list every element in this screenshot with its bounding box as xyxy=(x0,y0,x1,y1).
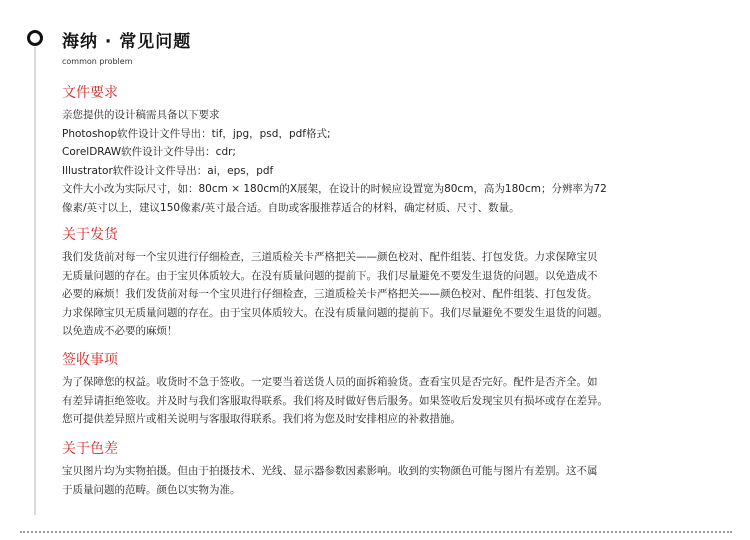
body-line: 您可提供差异照片或相关说明与客服取得联系。我们将为您及时安排相应的补救措施。 xyxy=(62,413,461,426)
body-line: Photoshop软件设计文件导出：tif，jpg，psd，pdf格式; xyxy=(62,127,331,140)
section-file-requirements xyxy=(62,84,728,218)
body-line: 于质量问题的范畴。颜色以实物为准。 xyxy=(62,483,241,496)
body-line: 宝贝图片均为实物拍摄。但由于拍摄技术、光线、显示器参数因素影响。收到的实物颜色可能与图片有差别。这不属 xyxy=(62,465,598,477)
section-receipt xyxy=(62,351,728,429)
page-title: 海纳 · 常见问题 xyxy=(62,32,192,52)
body-line: Illustrator软件设计文件导出：ai，eps，pdf xyxy=(62,164,274,177)
timeline-line xyxy=(34,47,36,515)
body-line: 为了保障您的权益。收货时不急于签收。一定要当着送货人员的面拆箱验货。查看宝贝是否完好。配件是否齐全。如 xyxy=(62,376,598,388)
footer-divider xyxy=(20,531,732,533)
body-line: 有差异请拒绝签收。并及时与我们客服取得联系。我们将及时做好售后服务。如果签收后发现宝贝有损坏或存在差异。 xyxy=(62,394,608,407)
section-color-difference xyxy=(62,440,728,499)
body-line: CorelDRAW软件设计文件导出：cdr; xyxy=(62,146,236,159)
body-line: 文件大小改为实际尺寸，如：80cm × 180cm的X展架，在设计的时候应设置宽为80cm，高为180cm；分辨率为72 xyxy=(62,183,607,196)
body-line: 力求保障宝贝无质量问题的存在。由于宝贝体质较大。在没有质量问题的提前下。我们尽量避免不要发生退货的问题。 xyxy=(62,306,608,319)
body-line: 亲您提供的设计稿需具备以下要求 xyxy=(62,109,220,121)
section-title: 关于发货 xyxy=(62,227,118,243)
section-title: 签收事项 xyxy=(62,352,118,368)
body-line: 无质量问题的存在。由于宝贝体质较大。在没有质量问题的提前下。我们尽量避免不要发生退货的问题。以免造成不 xyxy=(62,269,598,282)
body-line: 像素/英寸以上，建议150像素/英寸最合适。自助或客服推荐适合的材料，确定材质、尺寸、数量。 xyxy=(62,201,520,214)
body-line: 以免造成不必要的麻烦！ xyxy=(62,325,178,338)
body-line: 必要的麻烦！我们发货前对每一个宝贝进行仔细检查，三道质检关卡严格把关——颜色校对、配件组装、打包发货。 xyxy=(62,288,598,301)
body-line: 我们发货前对每一个宝贝进行仔细检查，三道质检关卡严格把关——颜色校对、配件组装、打包发货。力求保障宝贝 xyxy=(62,251,598,263)
section-shipping xyxy=(62,226,728,341)
page-subtitle: common problem xyxy=(62,57,133,66)
section-title: 文件要求 xyxy=(62,85,118,101)
section-title: 关于色差 xyxy=(62,441,118,457)
header-circle-icon xyxy=(27,30,43,46)
